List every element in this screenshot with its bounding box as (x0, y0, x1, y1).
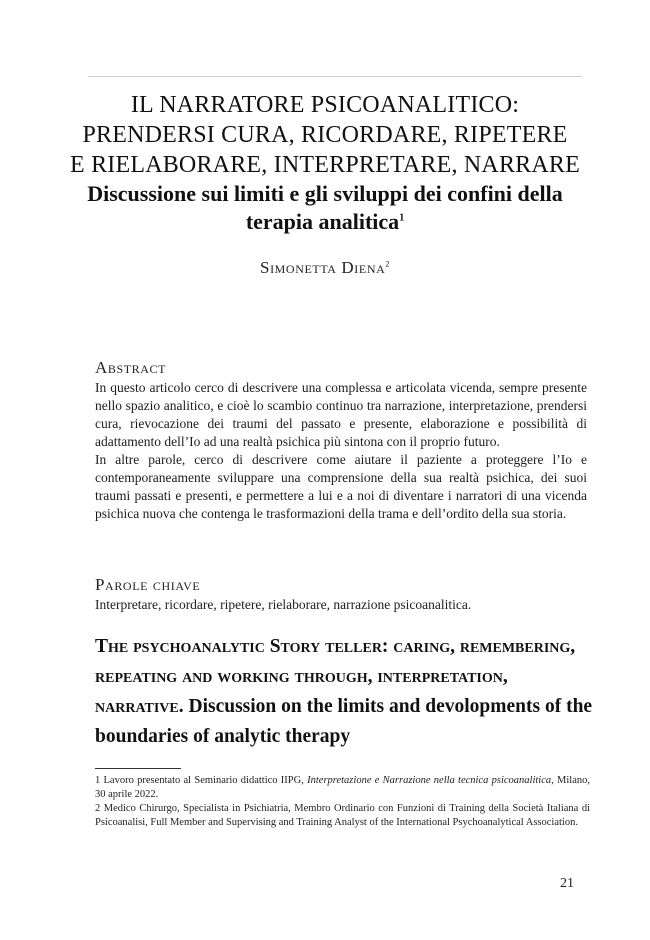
article-title (60, 90, 590, 236)
footnotes (95, 774, 590, 830)
abstract-paragraph-2: In altre parole, cerco di descrivere come aiutare il paziente a proteggere l’Io e contemporaneamente sviluppare una comprensione della sua realtà psichica, dei suoi traumi passati e presenti, e permettere a lui e a noi di diventare i narratori di una vicenda psichica nuova che contenga le trasformazioni della trama e dell’ordito della sua storia. (95, 452, 587, 521)
footnote-rule (95, 768, 181, 769)
title-line-3: E RIELABORARE, INTERPRETARE, NARRARE (70, 152, 580, 178)
keywords-text: Interpretare, ricordare, ripetere, rielaborare, narrazione psicoanalitica. (95, 597, 472, 612)
footnote-2: 2 Medico Chirurgo, Specialista in Psichiatria, Membro Ordinario con Funzioni di Training della Società Italiana di Psicoanalisi, Full Member and Supervising and Training Analyst of the International Psychoanalytical Association. (95, 803, 590, 828)
footnote-1-italic: Interpretazione e Narrazione nella tecnica psicoanalitica (307, 775, 552, 786)
footnote-ref-1: 1 (399, 212, 405, 224)
english-title-bold: Discussion on the limits and devolopments of the boundaries of analytic therapy (95, 696, 593, 747)
author-name-text: Simonetta Diena (260, 258, 386, 277)
subtitle-line-2-text: terapia analitica (245, 209, 400, 234)
english-title (95, 632, 595, 752)
title-line-2: PRENDERSI CURA, RICORDARE, RIPETERE (82, 122, 568, 148)
footnote-1-text-after: , Milano, 30 aprile 2022. (95, 775, 590, 800)
english-title-smallcaps: The psychoanalytic Story teller: caring, remembering, repeating and working through, interpretation, narrative. (95, 636, 576, 717)
keywords-heading: Parole chiave (95, 575, 201, 594)
subtitle-line-1: Discussione sui limiti e gli sviluppi dei confini della (87, 181, 563, 206)
footnote-ref-2: 2 (385, 259, 390, 269)
abstract-body (95, 379, 587, 523)
title-line-1: IL NARRATORE PSICOANALITICO: (130, 92, 520, 118)
abstract-paragraph-1: In questo articolo cerco di descrivere una complessa e articolata vicenda, sempre presente nello spazio analitico, e cioè lo scambio continuo tra narrazione, interpretazione, prendersi cura, rievocazione dei traumi del passato e presente, elaborazione e possibilità di adattamento dell’Io ad una realtà psichica più sintona con il proprio futuro. (95, 380, 587, 449)
footnote-1-text-before: 1 Lavoro presentato al Seminario didattico IIPG, (95, 775, 308, 786)
header-rule (88, 76, 582, 77)
subtitle-line-2 (60, 208, 590, 236)
author-name (60, 258, 590, 278)
footnote-1 (95, 774, 590, 802)
page-number: 21 (560, 876, 574, 891)
abstract-heading: Abstract (95, 358, 167, 377)
